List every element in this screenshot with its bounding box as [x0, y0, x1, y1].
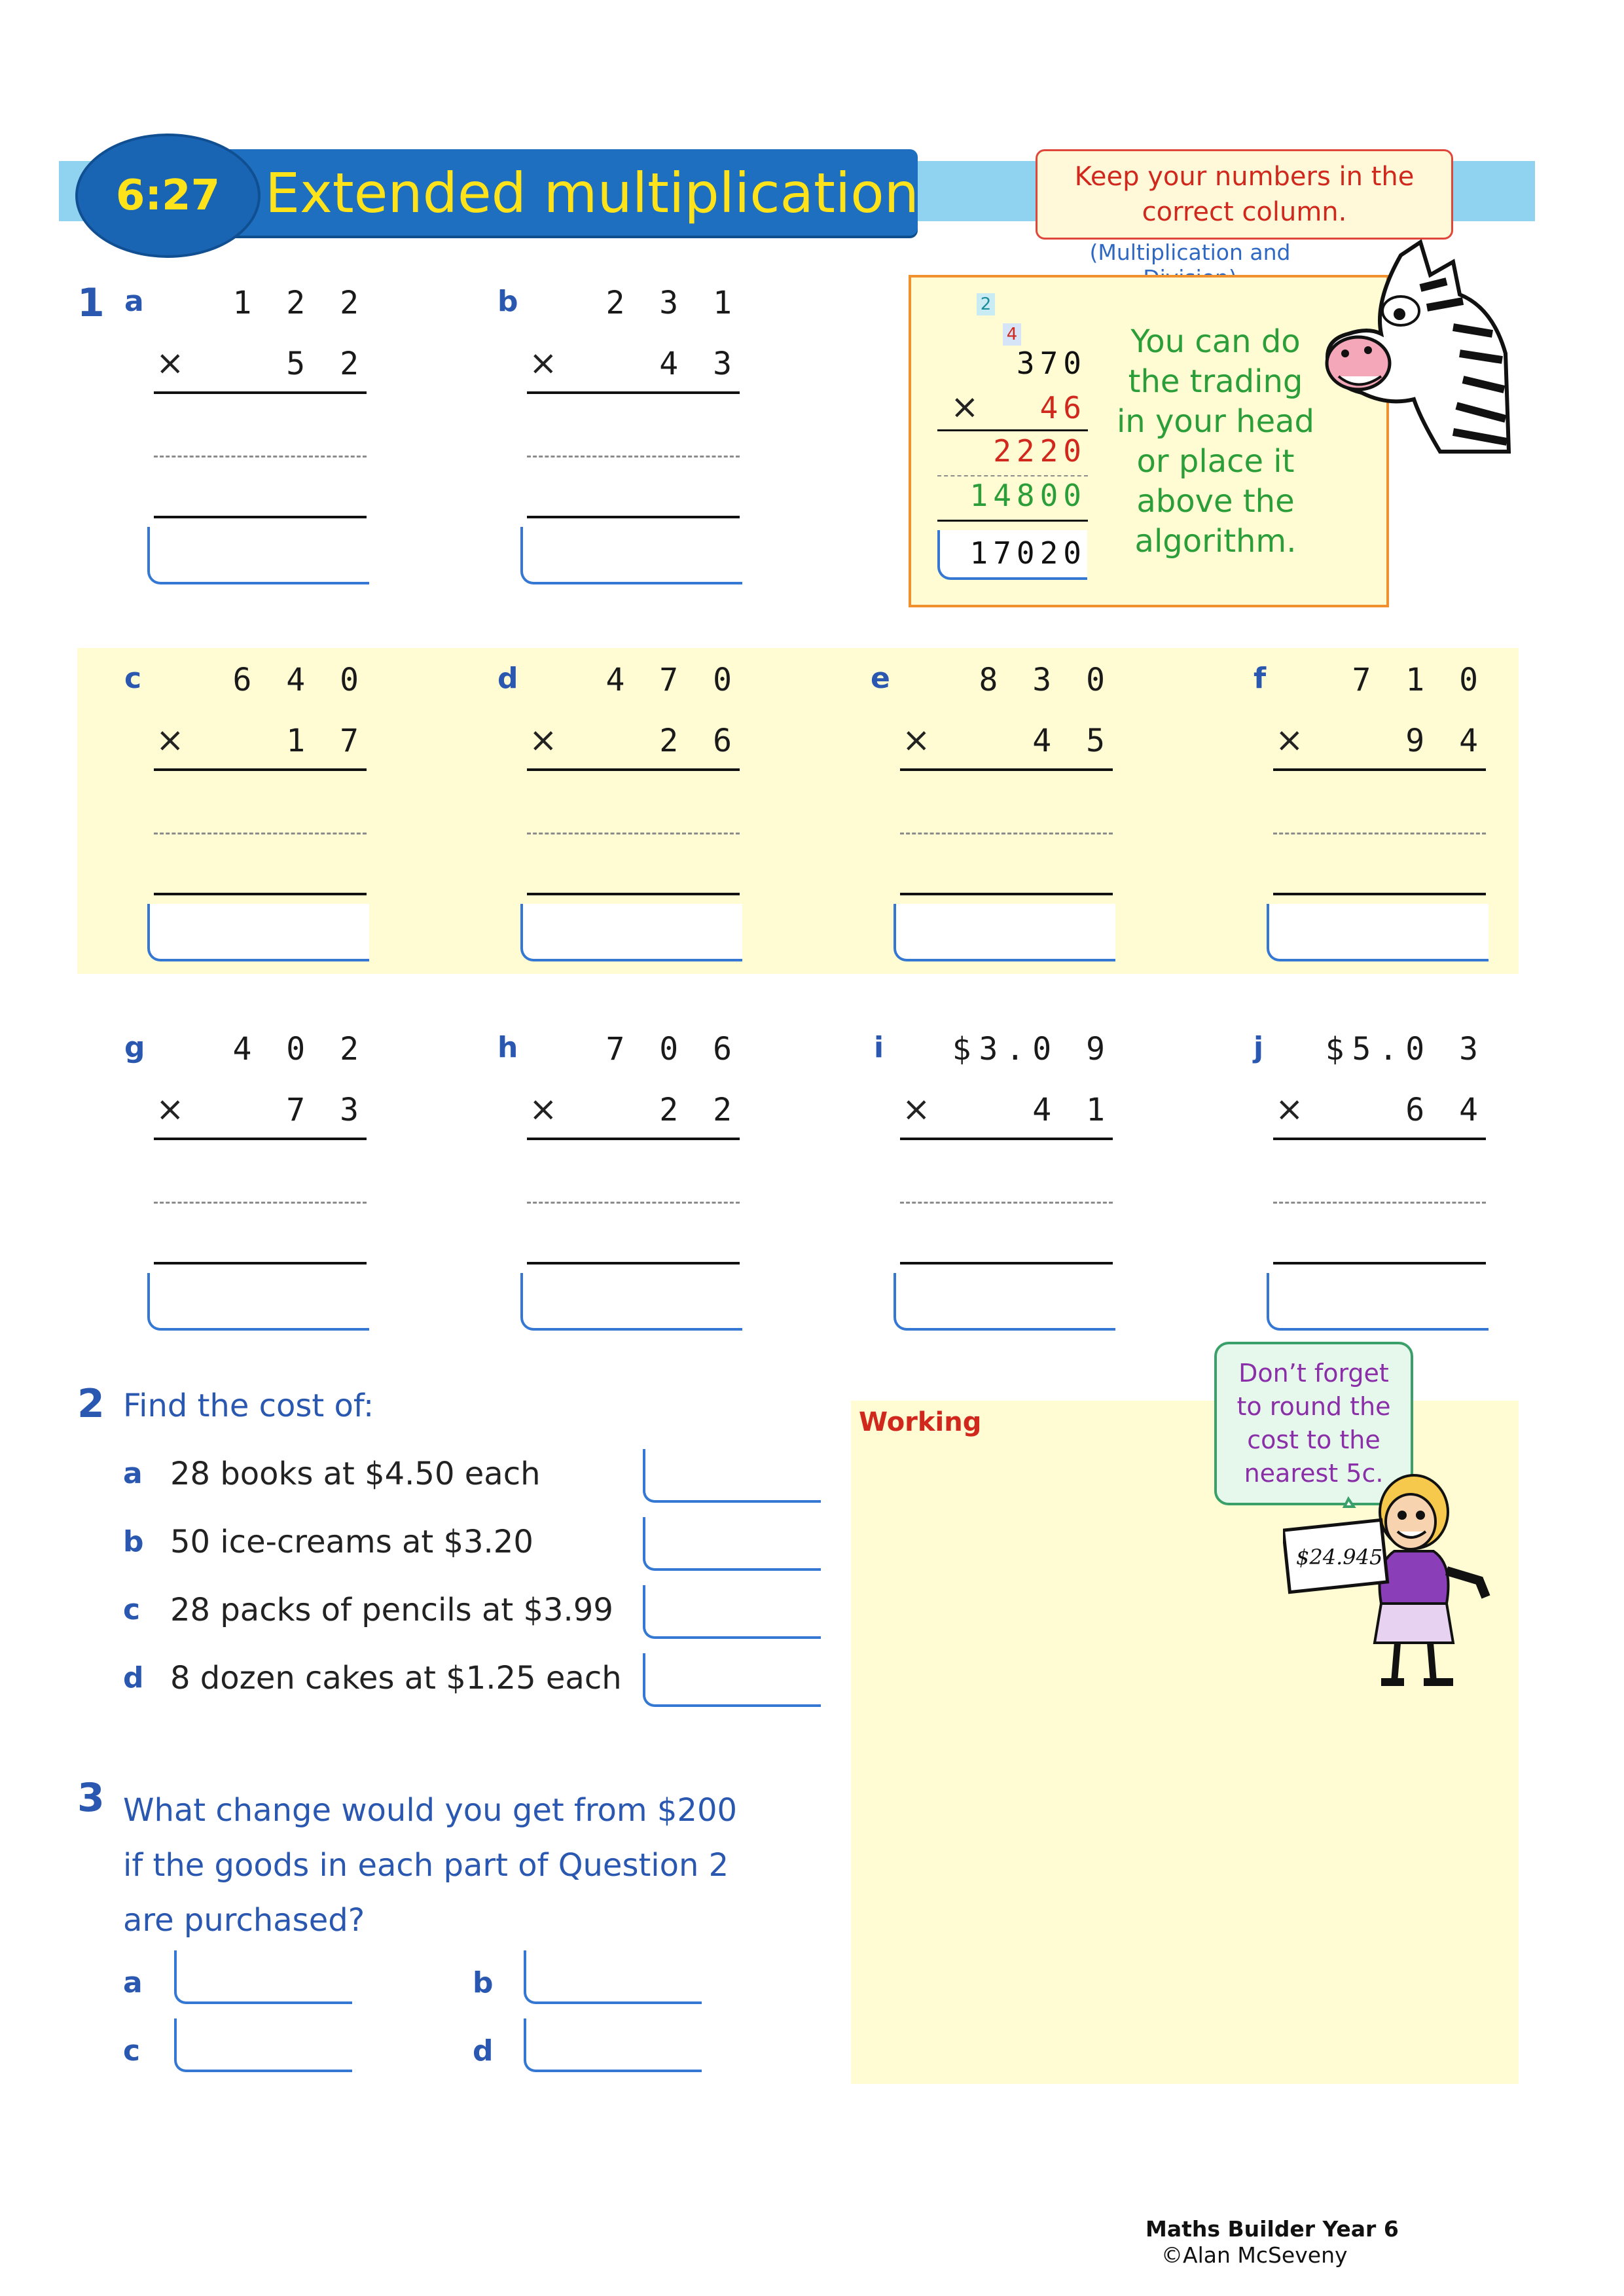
example-explanation [1108, 322, 1324, 562]
problem-label: d [497, 662, 518, 695]
problem-d [497, 658, 746, 960]
multiplicand: 2 3 1 [605, 285, 740, 321]
partial-dashed-line [527, 1202, 740, 1204]
sum-rule [527, 516, 740, 518]
sum-rule [900, 893, 1113, 895]
q2-label-c: c [123, 1593, 141, 1626]
sum-rule [900, 1262, 1113, 1265]
q2-item-c: 28 packs of pencils at $3.99 [170, 1592, 613, 1628]
tip-line-2: correct column. [1142, 197, 1347, 227]
q3-label-c: c [123, 2034, 141, 2068]
price-sign-text: $24.945 [1296, 1545, 1383, 1570]
answer-box[interactable] [1267, 1273, 1489, 1331]
sum-rule [1273, 1262, 1486, 1265]
bubble-line: Don’t forget [1238, 1359, 1389, 1388]
times-sign: × [529, 721, 558, 760]
q3-label-b: b [473, 1966, 494, 2000]
multiplicand: 7 1 0 [1352, 662, 1486, 698]
multiplicand: 4 0 2 [232, 1031, 367, 1067]
product-rule [900, 768, 1113, 771]
times-sign: × [156, 721, 185, 760]
product-rule [527, 768, 740, 771]
q2-item-b: 50 ice-creams at $3.20 [170, 1524, 533, 1560]
multiplier: 4 1 [1032, 1092, 1113, 1128]
times-sign: × [156, 1090, 185, 1129]
bubble-line: nearest 5c. [1244, 1459, 1384, 1488]
prompt-line: if the goods in each part of Question 2 [123, 1847, 729, 1884]
answer-box[interactable] [893, 1273, 1115, 1331]
multiplicand: 8 3 0 [979, 662, 1113, 698]
times-sign: × [902, 1090, 931, 1129]
product-rule [1273, 768, 1486, 771]
answer-box[interactable] [147, 527, 369, 584]
multiplicand: $5.0 3 [1325, 1031, 1486, 1067]
problem-f [1244, 658, 1492, 960]
problem-h [497, 1028, 746, 1329]
section-badge: 6:27 [75, 134, 261, 258]
answer-box[interactable] [147, 1273, 369, 1331]
problem-label: b [497, 285, 518, 318]
question-2-prompt: Find the cost of: [123, 1388, 374, 1424]
explanation-line: in your head [1116, 403, 1315, 440]
q3-label-d: d [473, 2034, 494, 2068]
sum-rule [154, 893, 367, 895]
bubble-line: to round the [1236, 1392, 1391, 1421]
multiplier: 5 2 [286, 346, 367, 382]
explanation-line: above the [1136, 483, 1295, 520]
tip-box [1036, 149, 1453, 240]
product-rule [900, 1138, 1113, 1140]
girl-mascot-illustration [1283, 1466, 1538, 1702]
partial-dashed-line [1273, 833, 1486, 834]
partial-dashed-line [900, 833, 1113, 834]
q3-answer-box-d[interactable] [524, 2018, 702, 2072]
example-multiplicand: 370 [1016, 346, 1087, 381]
times-sign: × [902, 721, 931, 760]
multiplier: 6 4 [1405, 1092, 1486, 1128]
q2-item-a: 28 books at $4.50 each [170, 1456, 541, 1492]
explanation-line: the trading [1128, 363, 1303, 400]
q3-answer-box-c[interactable] [174, 2018, 352, 2072]
problem-a [124, 281, 373, 583]
problem-j [1244, 1028, 1492, 1329]
problem-label: h [497, 1031, 518, 1064]
product-rule [1273, 1138, 1486, 1140]
q2-label-b: b [123, 1525, 144, 1558]
multiplier: 2 6 [659, 723, 740, 759]
product-rule [154, 1138, 367, 1140]
sum-rule [154, 516, 367, 518]
zebra-mascot-illustration [1322, 236, 1519, 458]
question-2-number: 2 [77, 1381, 105, 1427]
problem-label: i [874, 1031, 884, 1064]
product-rule [154, 768, 367, 771]
sum-rule [527, 893, 740, 895]
q2-answer-box-c[interactable] [643, 1585, 821, 1639]
q3-label-a: a [123, 1966, 143, 2000]
partial-dashed-line [527, 833, 740, 834]
partial-dashed-line [154, 456, 367, 457]
product-rule [527, 1138, 740, 1140]
problem-label: e [871, 662, 890, 695]
multiplier: 2 2 [659, 1092, 740, 1128]
times-sign: × [529, 344, 558, 383]
prompt-line: What change would you get from $200 [123, 1792, 738, 1829]
multiplier: 4 3 [659, 346, 740, 382]
problem-g [124, 1028, 373, 1329]
partial-dashed-line [527, 456, 740, 457]
example-times-sign: × [950, 387, 979, 427]
tip-line-1: Keep your numbers in the [1074, 162, 1415, 192]
page-title: Extended multiplication [265, 161, 919, 225]
product-rule [154, 391, 367, 394]
carry-digit-top: 2 [977, 293, 995, 315]
multiplicand: 1 2 2 [232, 285, 367, 321]
question-3-number: 3 [77, 1775, 105, 1821]
answer-box[interactable] [147, 904, 369, 961]
explanation-line: algorithm. [1134, 523, 1297, 560]
q2-label-a: a [123, 1457, 143, 1490]
footer-copyright: ©Alan McSeveny [1161, 2242, 1348, 2268]
question-1-number: 1 [77, 280, 105, 326]
prompt-line: are purchased? [123, 1902, 365, 1939]
explanation-line: or place it [1136, 443, 1295, 480]
sum-rule [154, 1262, 367, 1265]
times-sign: × [1275, 1090, 1304, 1129]
multiplicand: 6 4 0 [232, 662, 367, 698]
q3-answer-box-a[interactable] [174, 1950, 352, 2004]
question-3-prompt [123, 1783, 737, 1948]
example-answer: 17020 [969, 535, 1087, 571]
sum-rule [1273, 893, 1486, 895]
q2-answer-box-d[interactable] [643, 1653, 821, 1707]
footer-book-title: Maths Builder Year 6 [1146, 2216, 1399, 2242]
times-sign: × [529, 1090, 558, 1129]
problem-label: c [124, 662, 142, 695]
multiplier: 9 4 [1405, 723, 1486, 759]
problem-label: g [124, 1031, 145, 1064]
q3-answer-box-b[interactable] [524, 1950, 702, 2004]
q2-answer-box-b[interactable] [643, 1517, 821, 1571]
example-multiplier: 46 [1039, 390, 1087, 425]
problem-b [497, 281, 746, 583]
multiplier: 4 5 [1032, 723, 1113, 759]
answer-box[interactable] [520, 1273, 742, 1331]
times-sign: × [1275, 721, 1304, 760]
multiplicand: $3.0 9 [952, 1031, 1113, 1067]
q2-label-d: d [123, 1661, 144, 1695]
multiplier: 7 3 [286, 1092, 367, 1128]
multiplier: 1 7 [286, 723, 367, 759]
example-product-rule [937, 429, 1088, 431]
example-partial-1: 2220 [993, 433, 1087, 469]
problem-label: a [124, 285, 144, 318]
problem-c [124, 658, 373, 960]
problem-label: j [1254, 1031, 1264, 1064]
answer-box[interactable] [520, 527, 742, 584]
problem-label: f [1254, 662, 1267, 695]
answer-box[interactable] [1267, 904, 1489, 961]
product-rule [527, 391, 740, 394]
q2-answer-box-a[interactable] [643, 1449, 821, 1503]
problem-i [871, 1028, 1119, 1329]
answer-box[interactable] [893, 904, 1115, 961]
multiplicand: 4 7 0 [605, 662, 740, 698]
worked-example-box [909, 275, 1389, 607]
problem-e [871, 658, 1119, 960]
multiplicand: 7 0 6 [605, 1031, 740, 1067]
q2-item-d: 8 dozen cakes at $1.25 each [170, 1660, 622, 1696]
example-sum-rule [937, 520, 1088, 522]
subtitle: (Multiplication and [1089, 240, 1291, 265]
times-sign: × [156, 344, 185, 383]
example-dashed-line [937, 475, 1088, 476]
example-partial-2: 14800 [969, 478, 1087, 513]
partial-dashed-line [900, 1202, 1113, 1204]
bubble-line: cost to the [1247, 1426, 1380, 1454]
sum-rule [527, 1262, 740, 1265]
partial-dashed-line [154, 833, 367, 834]
explanation-line: You can do [1130, 323, 1301, 360]
partial-dashed-line [1273, 1202, 1486, 1204]
answer-box[interactable] [520, 904, 742, 961]
working-label: Working [859, 1407, 982, 1437]
partial-dashed-line [154, 1202, 367, 1204]
carry-digit-bottom: 4 [1003, 323, 1021, 346]
